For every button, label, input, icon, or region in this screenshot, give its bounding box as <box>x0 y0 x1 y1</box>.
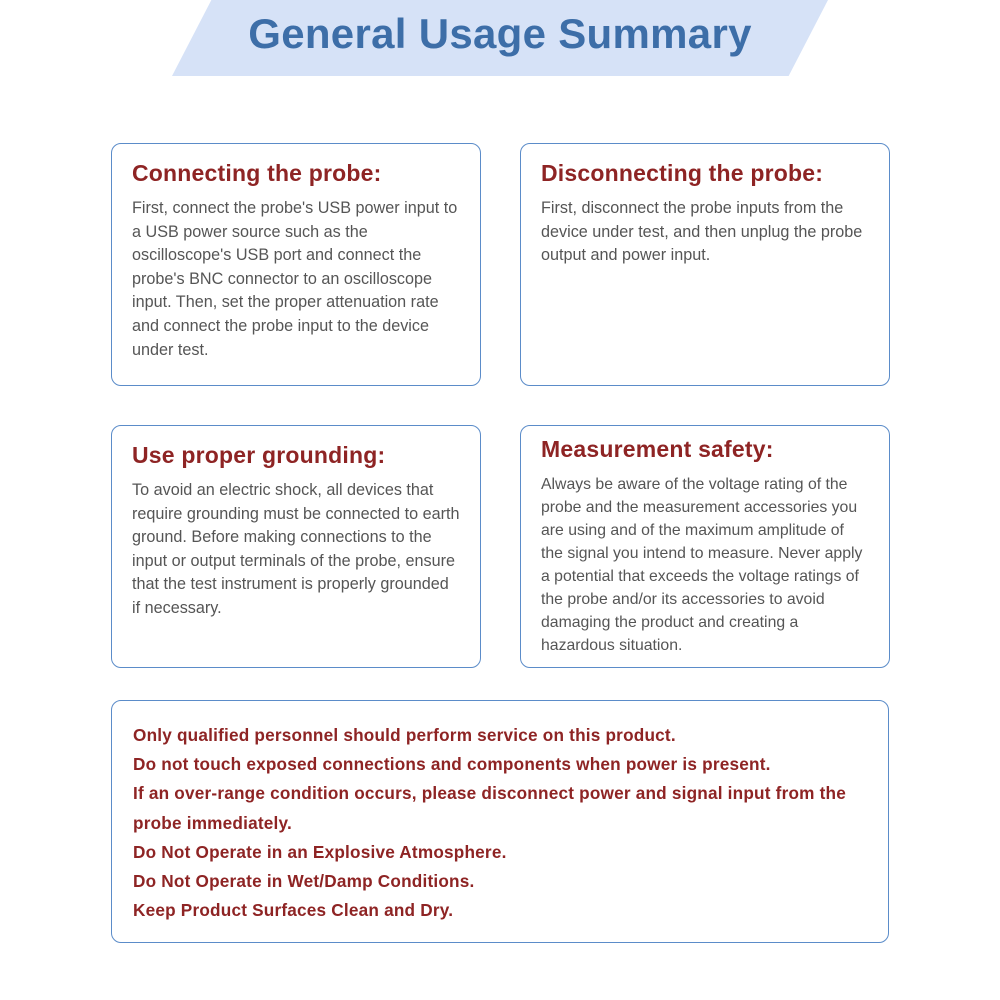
warning-item: Keep Product Surfaces Clean and Dry. <box>133 900 454 921</box>
card-measurement-safety <box>520 425 890 668</box>
warning-item: Only qualified personnel should perform service on this product. <box>133 725 676 745</box>
card-body: Always be aware of the voltage rating of the probe and the measurement accessories you are using and of the maximum amplitude of the signal you intend to measure. Never apply a potential that exceeds the voltage ratings of the probe and/or its accessories to avoid damaging the product and creating a hazardous situation. <box>541 476 863 654</box>
warning-item: Do Not Operate in Wet/Damp Conditions. <box>133 871 475 892</box>
page-title: General Usage Summary <box>248 10 752 57</box>
card-safety-warnings <box>111 700 889 943</box>
card-title: Use proper grounding: <box>132 442 386 468</box>
card-title: Measurement safety: <box>541 436 774 462</box>
card-body: First, disconnect the probe inputs from the device under test, and then unplug the probe output and power input. <box>541 199 863 265</box>
card-title: Disconnecting the probe: <box>541 160 824 186</box>
card-body: First, connect the probe's USB power input to a USB power source such as the oscilloscope's USB port and connect the probe's BNC connector to an oscilloscope input. Then, set the proper attenuation rate and connect the probe input to the device under test. <box>132 199 458 359</box>
card-connecting-probe <box>111 143 481 386</box>
warnings-list <box>133 721 868 925</box>
warning-item: Do not touch exposed connections and components when power is present. <box>133 754 771 775</box>
card-title: Connecting the probe: <box>132 160 382 186</box>
card-body: To avoid an electric shock, all devices that require grounding must be connected to earth ground. Before making connections to the input or output terminals of the probe, ensure that the test instrument is properly grounded if necessary. <box>132 481 460 617</box>
warning-item: Do Not Operate in an Explosive Atmosphere. <box>133 841 507 862</box>
card-disconnecting-probe <box>520 143 890 386</box>
warning-item: If an over-range condition occurs, please disconnect power and signal input from the probe immediately. <box>133 783 847 833</box>
card-proper-grounding <box>111 425 481 668</box>
